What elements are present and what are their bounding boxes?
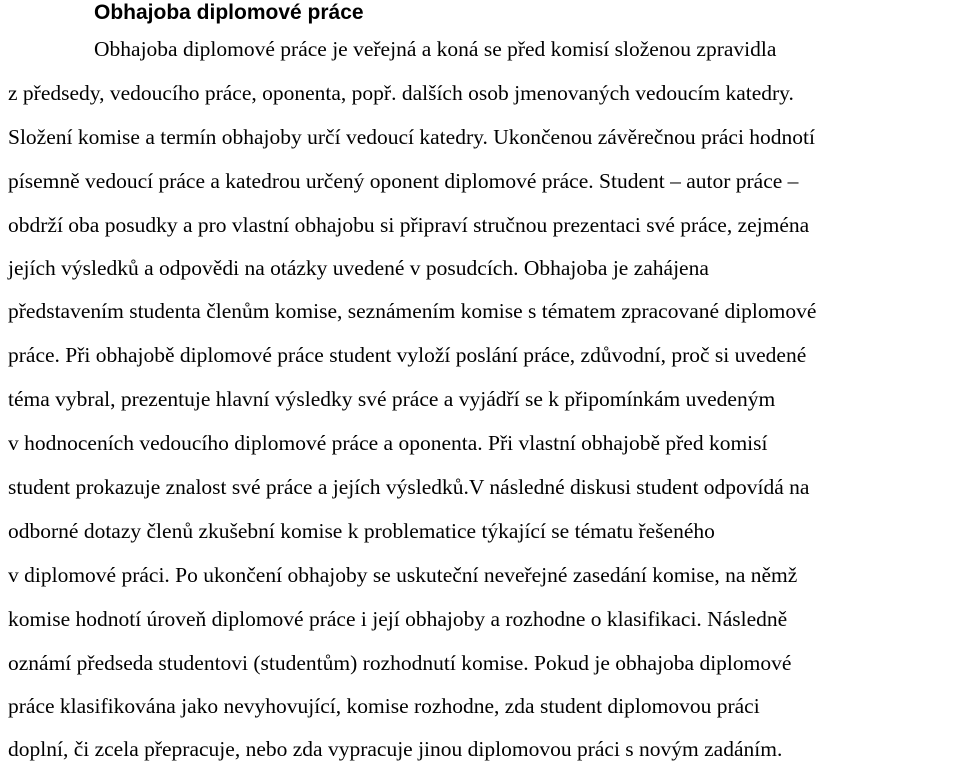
paragraph-line: práce klasifikována jako nevyhovující, komise rozhodne, zda student diplomovou práci <box>8 694 760 718</box>
paragraph-line: písemně vedoucí práce a katedrou určený oponent diplomové práce. Student – autor práce – <box>8 169 799 193</box>
paragraph-line: v diplomové práci. Po ukončení obhajoby se uskuteční neveřejné zasedání komise, na němž <box>8 563 798 587</box>
paragraph-line: student prokazuje znalost své práce a jejích výsledků.V následné diskusi student odpovídá na <box>8 475 810 499</box>
paragraph-line: téma vybral, prezentuje hlavní výsledky své práce a vyjádří se k připomínkám uvedeným <box>8 387 776 411</box>
paragraph-line: odborné dotazy členů zkušební komise k problematice týkající se tématu řešeného <box>8 519 715 543</box>
paragraph-line: Složení komise a termín obhajoby určí vedoucí katedry. Ukončenou závěrečnou práci hodnotí <box>8 125 815 149</box>
paragraph-line: v hodnoceních vedoucího diplomové práce a oponenta. Při vlastní obhajobě před komisí <box>8 431 768 455</box>
paragraph-line: práce. Při obhajobě diplomové práce student vyloží poslání práce, zdůvodní, proč si uvedené <box>8 343 807 367</box>
document-heading: Obhajoba diplomové práce <box>94 1 364 24</box>
paragraph-line: jejích výsledků a odpovědi na otázky uvedené v posudcích. Obhajoba je zahájena <box>8 256 709 280</box>
paragraph-line: oznámí předseda studentovi (studentům) rozhodnutí komise. Pokud je obhajoba diplomové <box>8 651 792 675</box>
paragraph-line: z předsedy, vedoucího práce, oponenta, popř. dalších osob jmenovaných vedoucím katedry. <box>8 81 794 105</box>
paragraph-line: Obhajoba diplomové práce je veřejná a koná se před komisí složenou zpravidla <box>94 37 777 61</box>
paragraph-line: představením studenta členům komise, seznámením komise s tématem zpracované diplomové <box>8 299 817 323</box>
paragraph-line: obdrží oba posudky a pro vlastní obhajobu si připraví stručnou prezentaci své práce, zejména <box>8 213 810 237</box>
paragraph-line: komise hodnotí úroveň diplomové práce i její obhajoby a rozhodne o klasifikaci. Následně <box>8 607 788 631</box>
paragraph-line: doplní, či zcela přepracuje, nebo zda vypracuje jinou diplomovou práci s novým zadáním. <box>8 737 783 761</box>
